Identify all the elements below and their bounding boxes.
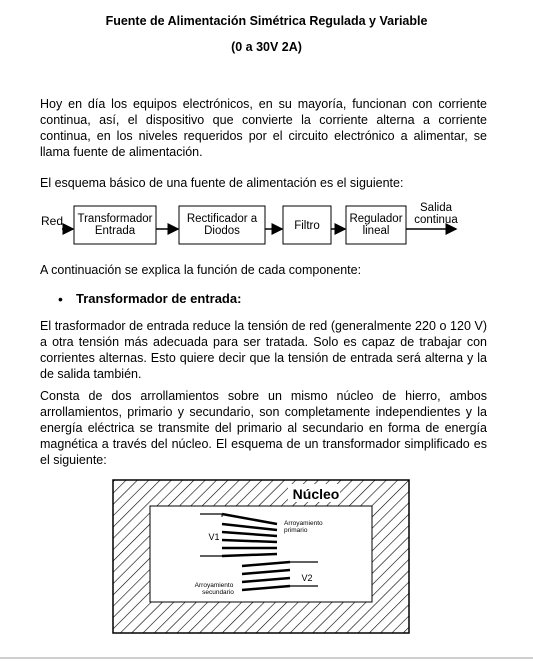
diagram-output-line2: continua [414, 214, 458, 226]
paragraph-transformer-1: El trasformador de entrada reduce la tensión de red (generalmente 220 o 120 V) a otra tensión más adecuada para ser tratada. Solo es capaz de trabajar con corrientes alternas. Esto quiere decir que la tensión de entrada será alterna y la de salida también. [40, 319, 487, 381]
block-rectifier-line2: Diodos [204, 225, 240, 237]
block-diagram [0, 196, 533, 254]
secondary-label-line2: secundario [202, 589, 234, 596]
block-transformer-line2: Entrada [94, 225, 136, 237]
diagram-input-label: Red [41, 214, 64, 228]
page-bottom-divider [0, 657, 533, 659]
intro-paragraph: Hoy en día los equipos electrónicos, en su mayoría, funcionan con corriente continua, así, el dispositivo que convierte la corriente alterna a corriente continua, en los niveles requeridos por el circuito electrónico a alimentar, se llama fuente de alimentación. [40, 97, 487, 159]
paragraph-transformer-2: Consta de dos arrollamientos sobre un mismo núcleo de hierro, ambos arrollamientos, primario y secundario, son completamente independientes y la energía eléctrica se transmite del primario al secundario en forma de energía magnética a través del núcleo. El esquema de un transformador simplificado es el siguiente: [40, 389, 487, 467]
v1-label: V1 [208, 532, 220, 542]
core-label: Núcleo [292, 486, 340, 502]
block-filter-label: Filtro [294, 220, 320, 232]
explain-text: A continuación se explica la función de cada componente: [40, 263, 362, 277]
diagram-output-line1: Salida [420, 202, 452, 214]
block-regulator-line1: Regulador [349, 213, 403, 225]
scheme-intro: El esquema básico de una fuente de alimentación es el siguiente: [40, 176, 404, 190]
secondary-label-line1: Arroyamiento [194, 582, 234, 589]
document-title: Fuente de Alimentación Simétrica Regulada y Variable [105, 14, 428, 28]
document-subtitle: (0 a 30V 2A) [231, 40, 302, 54]
primary-label-line2: primario [284, 527, 308, 534]
block-transformer-line1: Transformador [77, 213, 153, 225]
v2-label: V2 [301, 573, 313, 583]
primary-label-line1: Arroyamiento [284, 520, 323, 527]
block-regulator-line2: lineal [362, 225, 390, 237]
block-rectifier-line1: Rectificador a [186, 213, 258, 225]
bullet-icon: • [58, 291, 63, 307]
transformer-diagram [0, 470, 533, 640]
bullet-heading: Transformador de entrada: [76, 291, 242, 306]
